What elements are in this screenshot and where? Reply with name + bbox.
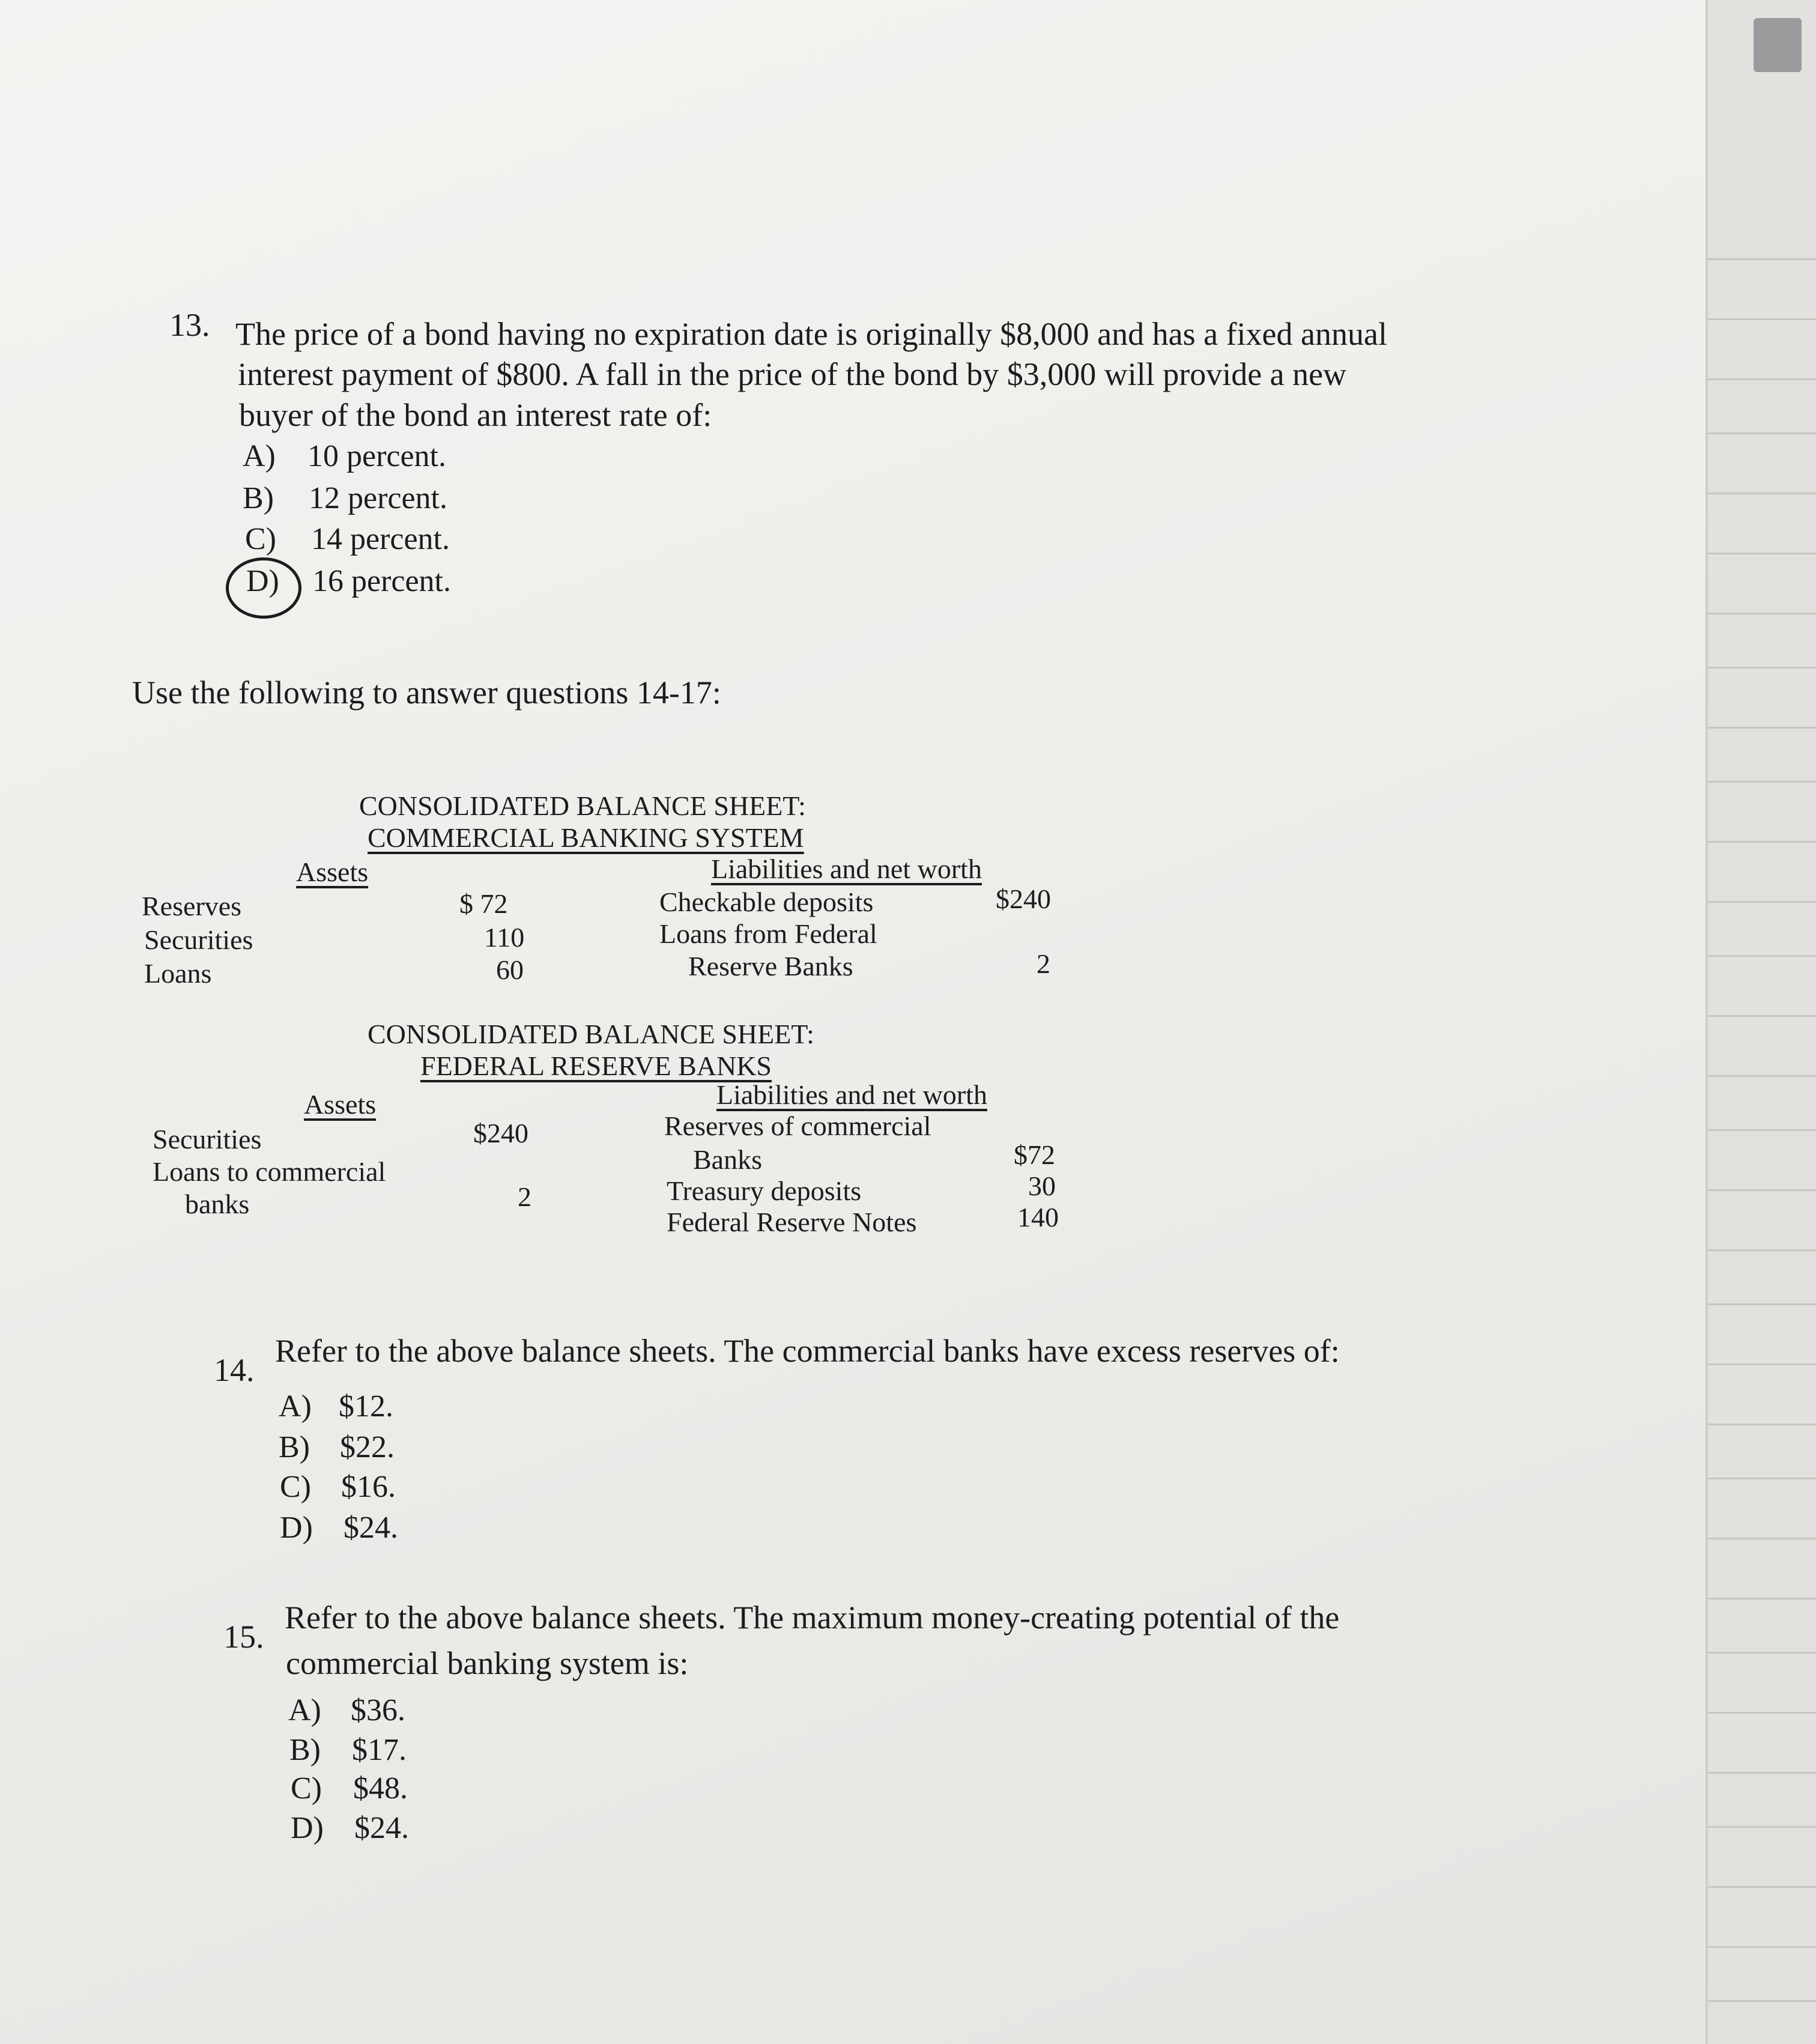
option-letter: D) (291, 1811, 324, 1845)
corner-tag (1754, 18, 1802, 72)
option-text: 14 percent. (311, 522, 450, 556)
option-text: $17. (352, 1733, 407, 1767)
option-text: $24. (344, 1511, 398, 1545)
ruled-line (1708, 1303, 1816, 1305)
ruled-line (1708, 1478, 1816, 1479)
asset-value: $240 (473, 1118, 528, 1148)
ruled-line (1708, 613, 1816, 614)
ruled-line (1708, 1363, 1816, 1365)
option-letter: C) (280, 1470, 311, 1504)
question-number: 13. (169, 307, 210, 343)
question-number: 14. (214, 1352, 255, 1388)
ruled-line (1708, 493, 1816, 494)
option-letter: C) (291, 1771, 322, 1806)
option-letter: A) (243, 439, 276, 473)
ruled-line (1708, 432, 1816, 434)
liabilities-header: Liabilities and net worth (716, 1079, 987, 1110)
ruled-line (1708, 1946, 1816, 1948)
asset-label: Loans to commercial (153, 1156, 386, 1187)
liability-label: Treasury deposits (667, 1175, 862, 1206)
option-letter: C) (245, 522, 276, 556)
instruction-text: Use the following to answer questions 14-17: (132, 675, 721, 711)
ruled-line (1708, 901, 1816, 903)
option-text: $22. (340, 1430, 395, 1464)
liability-value: 30 (1028, 1171, 1056, 1201)
asset-label: banks (185, 1189, 250, 1219)
option-text: $48. (353, 1771, 408, 1806)
ruled-line (1708, 1652, 1816, 1654)
sheet-subtitle: COMMERCIAL BANKING SYSTEM (368, 822, 804, 853)
ruled-line (1708, 1015, 1816, 1017)
question-text-line: commercial banking system is: (286, 1645, 689, 1681)
liability-label: Reserve Banks (688, 951, 853, 981)
liability-value: $240 (996, 884, 1051, 914)
assets-header: Assets (296, 857, 369, 887)
option-text: $16. (341, 1470, 396, 1504)
option-letter: A) (288, 1693, 321, 1727)
ruled-line (1708, 1886, 1816, 1888)
option-text: 16 percent. (312, 564, 452, 598)
question-text-line: Refer to the above balance sheets. The maximum money-creating potential of the (285, 1600, 1340, 1636)
liability-label: Checkable deposits (659, 887, 874, 917)
ruled-line (1708, 1075, 1816, 1077)
sheet-title: CONSOLIDATED BALANCE SHEET: (359, 790, 806, 821)
ruled-line (1708, 1826, 1816, 1828)
ruled-line (1708, 553, 1816, 554)
ruled-line (1708, 841, 1816, 843)
asset-value: 2 (518, 1181, 531, 1212)
liability-label: Reserves of commercial (664, 1111, 931, 1141)
question-text-line: Refer to the above balance sheets. The commercial banks have excess reserves of: (275, 1333, 1340, 1369)
asset-value: 110 (484, 922, 525, 953)
liability-label: Banks (693, 1144, 762, 1175)
ruled-line (1708, 1538, 1816, 1539)
liability-label: Loans from Federal (659, 918, 877, 949)
notebook-edge (1706, 0, 1816, 2044)
sheet-subtitle: FEDERAL RESERVE BANKS (420, 1051, 772, 1081)
ruled-line (1708, 1598, 1816, 1600)
option-letter: A) (279, 1389, 312, 1424)
question-text-line: buyer of the bond an interest rate of: (239, 397, 712, 433)
ruled-line (1708, 1249, 1816, 1251)
question-text-line: The price of a bond having no expiration date is originally $8,000 and has a fixed annual (235, 316, 1387, 352)
liability-value: 2 (1037, 948, 1050, 979)
asset-label: Securities (144, 924, 253, 955)
ruled-line (1708, 378, 1816, 380)
ruled-line (1708, 781, 1816, 783)
ruled-line (1708, 1129, 1816, 1131)
option-text: 12 percent. (309, 481, 448, 515)
ruled-line (1708, 727, 1816, 729)
option-letter: D) (246, 564, 279, 598)
asset-value: 60 (496, 954, 524, 985)
question-number: 15. (223, 1619, 264, 1655)
ruled-line (1708, 1712, 1816, 1714)
option-letter: D) (280, 1511, 313, 1545)
liability-value: 140 (1017, 1202, 1059, 1233)
option-text: 10 percent. (307, 439, 447, 473)
ruled-line (1708, 1424, 1816, 1425)
asset-label: Securities (153, 1124, 262, 1154)
ruled-line (1708, 1189, 1816, 1191)
asset-value: $ 72 (459, 888, 508, 919)
sheet-title: CONSOLIDATED BALANCE SHEET: (368, 1019, 814, 1049)
ruled-line (1708, 667, 1816, 669)
ruled-line (1708, 318, 1816, 320)
asset-label: Loans (144, 958, 212, 989)
option-letter: B) (289, 1733, 321, 1767)
option-letter: B) (279, 1430, 310, 1464)
answer-circle-mark (226, 557, 301, 619)
liability-value: $72 (1014, 1139, 1055, 1170)
ruled-line (1708, 2000, 1816, 2002)
assets-header: Assets (304, 1089, 377, 1120)
option-text: $24. (354, 1811, 409, 1845)
ruled-line (1708, 258, 1816, 260)
ruled-line (1708, 1772, 1816, 1774)
asset-label: Reserves (142, 891, 242, 921)
option-text: $12. (339, 1389, 393, 1424)
option-text: $36. (351, 1693, 405, 1727)
option-letter: B) (243, 481, 274, 515)
ruled-line (1708, 955, 1816, 957)
liability-label: Federal Reserve Notes (667, 1207, 917, 1237)
liabilities-header: Liabilities and net worth (711, 854, 982, 884)
question-text-line: interest payment of $800. A fall in the price of the bond by $3,000 will provide a new (238, 356, 1347, 392)
